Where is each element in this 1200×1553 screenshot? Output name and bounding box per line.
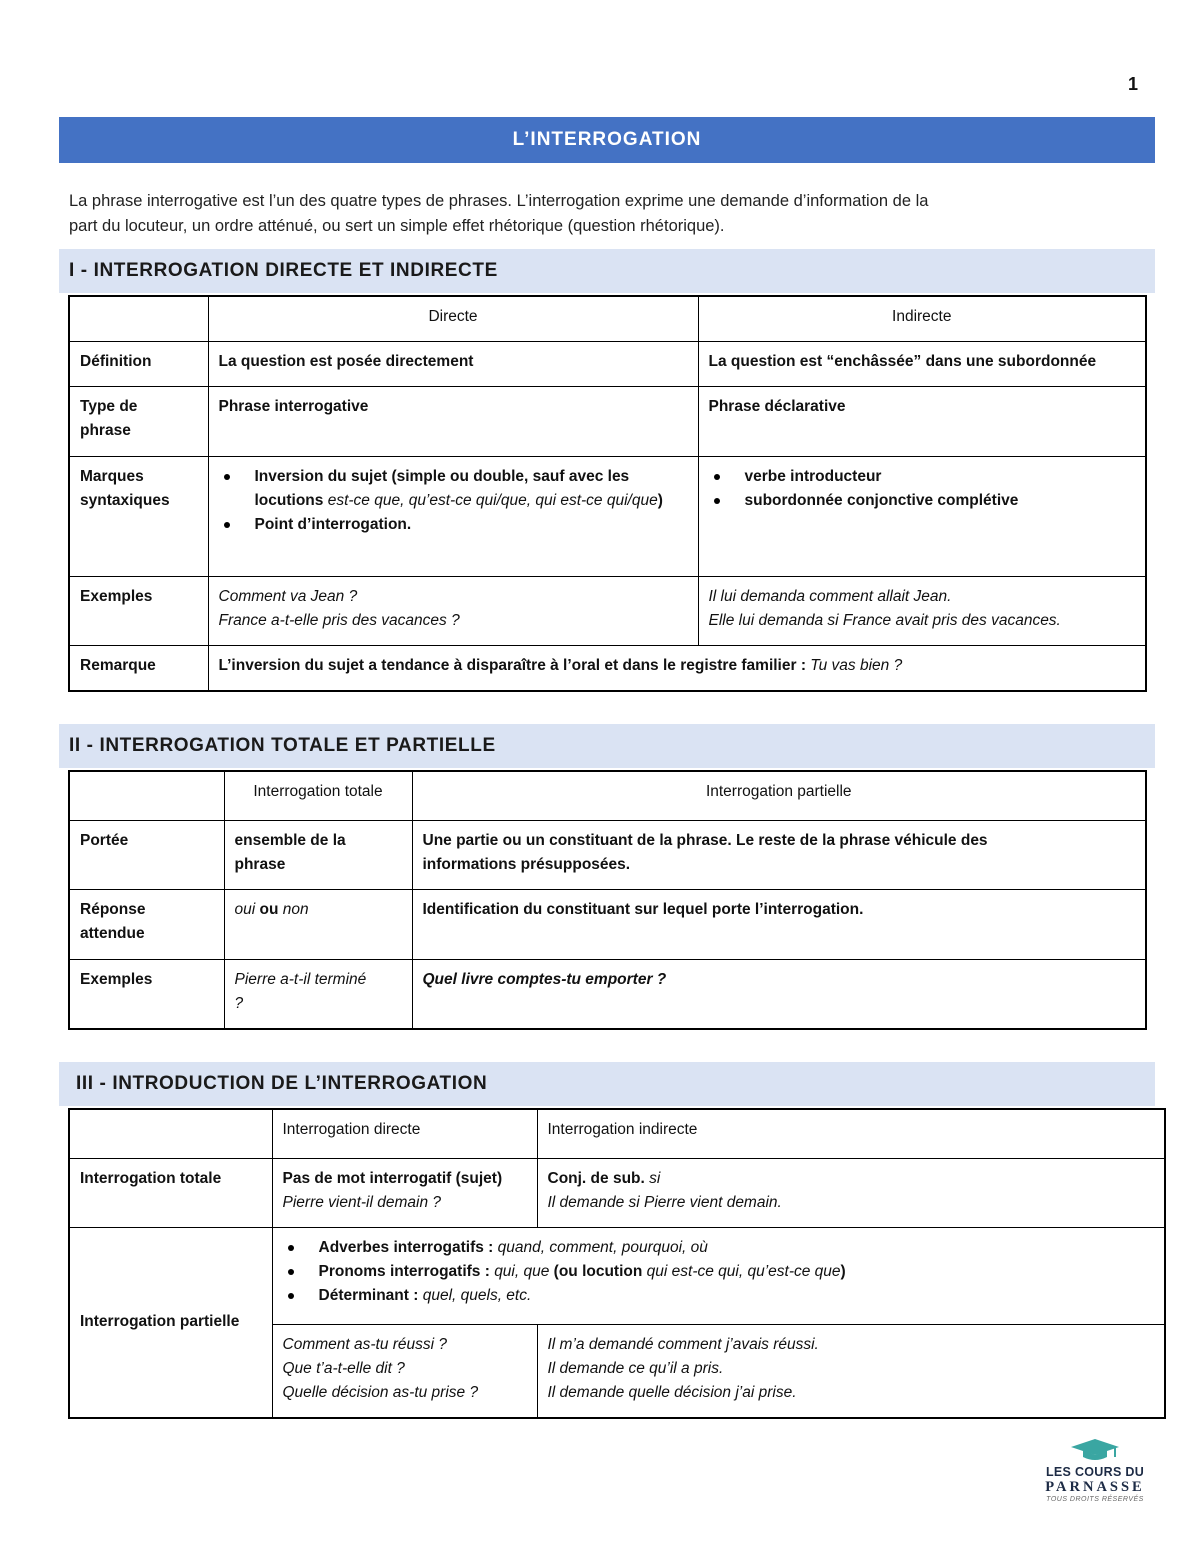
table-corner-cell: [69, 771, 224, 820]
row-label-exemples: Exemples: [69, 576, 208, 645]
row-label-line: Réponse: [80, 900, 146, 918]
cell-line: Pas de mot interrogatif (sujet): [282, 1169, 503, 1187]
row-label-type-line-1: Type de: [80, 397, 138, 415]
logo-line-1: LES COURS DU: [1045, 1465, 1145, 1479]
section-2-heading: II - INTERROGATION TOTALE ET PARTIELLE: [59, 724, 1155, 768]
answer-oui: oui: [234, 900, 256, 918]
answer-ou: ou: [255, 900, 283, 918]
example-line: Que t’a-t-elle dit ?: [282, 1359, 405, 1377]
row-label-line: attendue: [80, 924, 145, 942]
logo-line-3: TOUS DROITS RÉSERVÉS: [1046, 1496, 1144, 1503]
table-totale-partielle: [68, 770, 1147, 1030]
section-3-heading: III - INTRODUCTION DE L’INTERROGATION: [59, 1062, 1155, 1106]
table-corner-cell: [69, 296, 208, 341]
bullet-italic: est-ce que, qu’est-ce qui/que, qui est-ce qui/que: [327, 491, 658, 509]
answer-non: non: [282, 900, 309, 918]
intro-line-2: part du locuteur, un ordre atténué, ou sert un simple effet rhétorique (question rhétorique).: [69, 217, 725, 235]
example-line: Il demande ce qu’il a pris.: [547, 1359, 724, 1377]
cell-line: ensemble de la: [234, 831, 346, 849]
page-title: L’INTERROGATION: [59, 117, 1155, 163]
cell-type-directe: Phrase interrogative: [208, 386, 698, 456]
remarque-italic: Tu vas bien ?: [810, 656, 903, 674]
cell-line: Une partie ou un constituant de la phrase. Le reste de la phrase véhicule des: [422, 831, 988, 849]
cell-marques-indirecte: [698, 456, 1146, 576]
bullet-close: ): [840, 1262, 846, 1280]
row-label-totale: Interrogation totale: [69, 1158, 272, 1227]
bullet-bold: Adverbes interrogatifs :: [318, 1238, 498, 1256]
table-corner-cell: [69, 1109, 272, 1158]
graduation-cap-icon: [1069, 1437, 1121, 1463]
example-line: Il m’a demandé comment j’avais réussi.: [547, 1335, 819, 1353]
example-line: Pierre vient-il demain ?: [282, 1193, 442, 1211]
cell-bold: Conj. de sub.: [547, 1169, 650, 1187]
row-label-reponse: [69, 889, 224, 959]
list-item: verbe introducteur: [745, 465, 1136, 489]
row-label-remarque: Remarque: [69, 645, 208, 691]
column-header-directe: Directe: [208, 296, 698, 341]
intro-line-1: La phrase interrogative est l’un des quatre types de phrases. L’interrogation exprime une demande d’information de la: [69, 192, 929, 210]
column-header-indirecte: Interrogation indirecte: [537, 1109, 1165, 1158]
cell-exemples-directe: [208, 576, 698, 645]
brand-logo: [1040, 1437, 1150, 1517]
cell-marques-directe: [208, 456, 698, 576]
row-label-partielle: Interrogation partielle: [69, 1227, 272, 1418]
row-label-portee: Portée: [69, 820, 224, 889]
list-item: [319, 1236, 1155, 1260]
intro-paragraph: [69, 189, 1149, 239]
cell-reponse-totale: [224, 889, 412, 959]
example-line: Comment va Jean ?: [218, 587, 358, 605]
row-label-marques-line-2: syntaxiques: [80, 491, 170, 509]
list-item: subordonnée conjonctive complétive: [745, 489, 1136, 513]
cell-totale-directe: [272, 1158, 537, 1227]
cell-portee-totale: [224, 820, 412, 889]
list-item: [319, 1284, 1155, 1308]
bullet-text: Inversion du sujet (simple ou double, sauf avec les locutions: [254, 467, 630, 509]
cell-line: phrase: [234, 855, 286, 873]
table-directe-indirecte: [68, 295, 1147, 692]
example-line: Quelle décision as-tu prise ?: [282, 1383, 479, 1401]
bullet-mid: (ou locution: [549, 1262, 647, 1280]
column-header-indirecte: Indirecte: [698, 296, 1146, 341]
cell-definition-directe: La question est posée directement: [208, 341, 698, 386]
list-item: [319, 1260, 1155, 1284]
example-line: Elle lui demanda si France avait pris des vacances.: [708, 611, 1061, 629]
example-line: Pierre a-t-il terminé: [234, 970, 367, 988]
example-line: Il demande si Pierre vient demain.: [547, 1193, 782, 1211]
bullet-bold: Déterminant :: [318, 1286, 423, 1304]
cell-definition-indirecte: La question est “enchâssée” dans une subordonnée: [698, 341, 1146, 386]
row-label-type: [69, 386, 208, 456]
row-label-definition: Définition: [69, 341, 208, 386]
cell-remarque: [208, 645, 1146, 691]
column-header-partielle: Interrogation partielle: [412, 771, 1146, 820]
cell-totale-indirecte: [537, 1158, 1165, 1227]
list-item: [255, 465, 688, 513]
bullet-italic: quel, quels, etc.: [422, 1286, 532, 1304]
example-line: ?: [234, 994, 244, 1012]
cell-exemples-indirecte: [698, 576, 1146, 645]
example-line: Comment as-tu réussi ?: [282, 1335, 448, 1353]
example-line: France a-t-elle pris des vacances ?: [218, 611, 460, 629]
example-line: Il demande quelle décision j’ai prise.: [547, 1383, 797, 1401]
remarque-text: L’inversion du sujet a tendance à disparaître à l’oral et dans le registre familier :: [218, 656, 811, 674]
cell-line: informations présupposées.: [422, 855, 631, 873]
row-label-type-line-2: phrase: [80, 421, 131, 439]
column-header-directe: Interrogation directe: [272, 1109, 537, 1158]
column-header-totale: Interrogation totale: [224, 771, 412, 820]
page-number: 1: [1128, 74, 1139, 94]
cell-portee-partielle: [412, 820, 1146, 889]
table-introduction: [68, 1108, 1166, 1419]
row-label-marques: [69, 456, 208, 576]
cell-italic: si: [649, 1169, 661, 1187]
cell-partielle-ex-indirecte: [537, 1324, 1165, 1418]
cell-type-indirecte: Phrase déclarative: [698, 386, 1146, 456]
example-line: Il lui demanda comment allait Jean.: [708, 587, 952, 605]
cell-exemples-partielle: Quel livre comptes-tu emporter ?: [412, 959, 1146, 1029]
bullet-italic: qui, que: [494, 1262, 550, 1280]
list-item: Point d’interrogation.: [255, 513, 688, 537]
row-label-exemples: Exemples: [69, 959, 224, 1029]
cell-partielle-ex-directe: [272, 1324, 537, 1418]
bullet-close: ): [657, 491, 663, 509]
bullet-italic: quand, comment, pourquoi, où: [497, 1238, 708, 1256]
section-1-heading: I - INTERROGATION DIRECTE ET INDIRECTE: [59, 249, 1155, 293]
cell-reponse-partielle: Identification du constituant sur lequel porte l’interrogation.: [412, 889, 1146, 959]
cell-exemples-totale: [224, 959, 412, 1029]
logo-line-2: PARNASSE: [1045, 1479, 1145, 1495]
bullet-italic: qui est-ce qui, qu’est-ce que: [646, 1262, 841, 1280]
row-label-marques-line-1: Marques: [80, 467, 144, 485]
cell-partielle-mots: [272, 1227, 1165, 1324]
bullet-bold: Pronoms interrogatifs :: [318, 1262, 495, 1280]
